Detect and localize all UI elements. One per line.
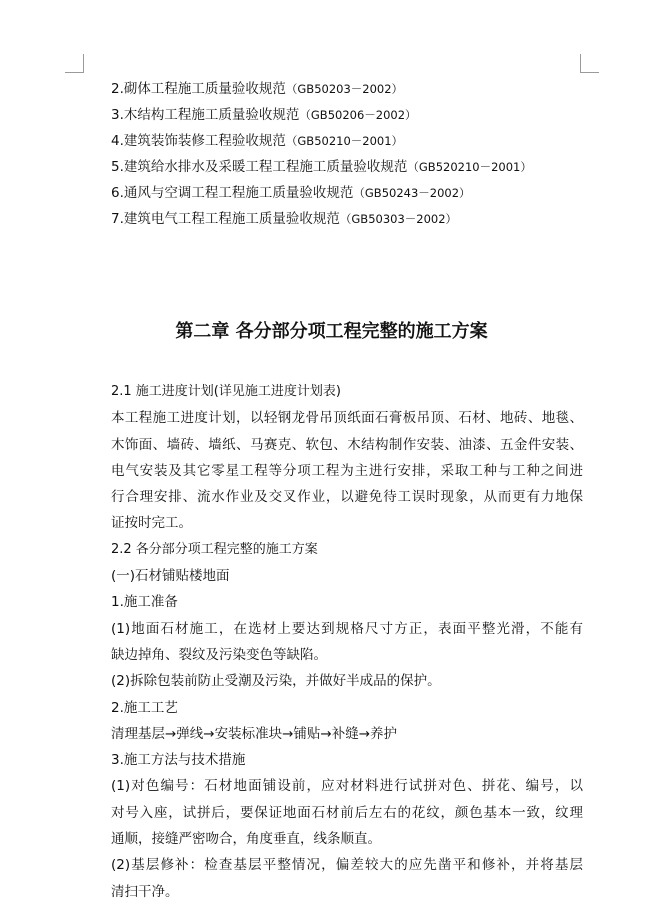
paragraph-line: 证按时完工。 bbox=[111, 515, 192, 532]
reference-code: （GB50206－2002） bbox=[299, 108, 417, 122]
paragraph-line: 清扫干净。 bbox=[111, 883, 179, 900]
paragraph-line: 行合理安排、流水作业及交叉作业，以避免待工误时现象，从而更有力地保 bbox=[111, 489, 583, 506]
reference-item bbox=[111, 76, 591, 102]
paragraph-line: 电气安装及其它零星工程等分项工程为主进行安排，采取工种与工种之间进 bbox=[111, 462, 583, 479]
reference-item bbox=[111, 206, 591, 232]
paragraph-line: (1)对色编号：石材地面铺设前，应对材料进行试拼对色、拼花、编号，以 bbox=[111, 778, 583, 795]
reference-code: （GB520210－2001） bbox=[407, 160, 532, 174]
paragraph-line: (2)拆除包装前防止受潮及污染，并做好半成品的保护。 bbox=[111, 673, 441, 690]
document-body bbox=[111, 379, 583, 905]
chapter-title: 第二章 各分部分项工程完整的施工方案 bbox=[175, 321, 488, 342]
reference-title: 7.建筑电气工程工程施工质量验收规范 bbox=[111, 211, 340, 227]
crop-mark-top-right bbox=[580, 54, 599, 73]
reference-item bbox=[111, 154, 591, 180]
paragraph-line: 缺边掉角、裂纹及污染变色等缺陷。 bbox=[111, 646, 327, 663]
paragraph-line: 本工程施工进度计划，以轻钢龙骨吊顶纸面石膏板吊顶、石材、地砖、地毯、 bbox=[111, 410, 583, 427]
paragraph-line: (1)地面石材施工，在选材上要达到规格尺寸方正，表面平整光滑，不能有 bbox=[111, 620, 583, 637]
reference-title: 3.木结构工程施工质量验收规范 bbox=[111, 107, 300, 123]
reference-code: （GB50210－2001） bbox=[285, 134, 404, 148]
paragraph-line: 通顺，接缝严密吻合，角度垂直，线条顺直。 bbox=[111, 831, 381, 848]
item-heading: 2.施工工艺 bbox=[111, 699, 178, 716]
reference-title: 5.建筑给水排水及采暖工程工程施工质量验收规范 bbox=[111, 159, 408, 175]
reference-item bbox=[111, 128, 591, 154]
section-heading: 2.2 各分部分项工程完整的施工方案 bbox=[111, 541, 318, 557]
reference-code: （GB50303－2002） bbox=[339, 212, 458, 226]
reference-title: 6.通风与空调工程工程施工质量验收规范 bbox=[111, 185, 354, 201]
process-flow: 清理基层→弹线→安装标准块→铺贴→补缝→养护 bbox=[111, 725, 398, 742]
reference-item bbox=[111, 102, 591, 128]
subsection-heading: (一)石材铺贴楼地面 bbox=[111, 568, 230, 585]
reference-title: 2.砌体工程施工质量验收规范 bbox=[111, 81, 286, 97]
item-heading: 3.施工方法与技术措施 bbox=[111, 752, 246, 769]
reference-list bbox=[111, 76, 591, 232]
reference-code: （GB50243－2002） bbox=[353, 186, 471, 200]
item-heading: 1.施工准备 bbox=[111, 594, 178, 611]
reference-title: 4.建筑装饰装修工程验收规范 bbox=[111, 133, 286, 149]
reference-item bbox=[111, 180, 591, 206]
paragraph-line: 对号入座，试拼后，要保证地面石材前后左右的花纹，颜色基本一致，纹理 bbox=[111, 804, 583, 821]
reference-code: （GB50203－2002） bbox=[285, 82, 404, 96]
paragraph-line: 木饰面、墙砖、墙纸、马赛克、软包、木结构制作安装、油漆、五金件安装、 bbox=[111, 436, 583, 453]
paragraph-line: (2)基层修补：检查基层平整情况，偏差较大的应先凿平和修补，并将基层 bbox=[111, 857, 583, 874]
crop-mark-top-left bbox=[65, 54, 84, 73]
section-heading: 2.1 施工进度计划(详见施工进度计划表) bbox=[111, 384, 341, 399]
